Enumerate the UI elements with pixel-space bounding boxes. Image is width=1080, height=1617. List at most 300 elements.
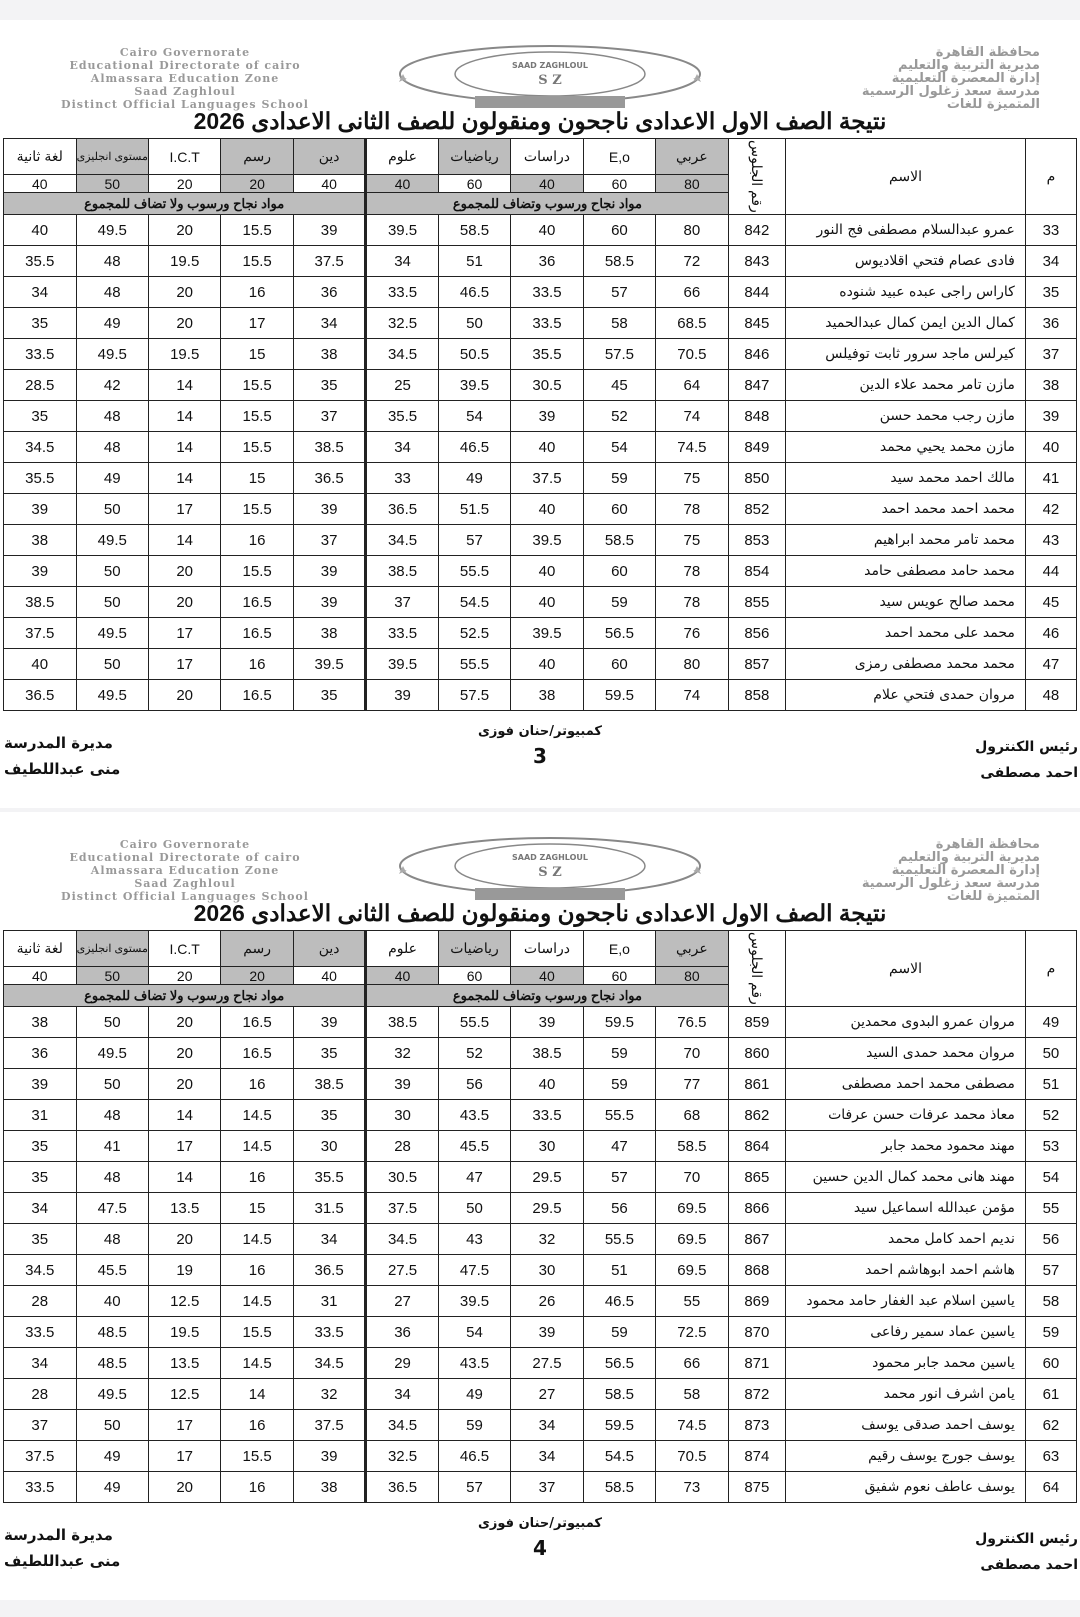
grade-cell: 20 [148, 1069, 220, 1100]
grade-cell: 15.5 [221, 246, 293, 277]
grade-cell: 28.5 [4, 370, 77, 401]
grade-cell: 48 [76, 432, 148, 463]
student-name: ياسين عماد سمير رفاعى [786, 1317, 1026, 1348]
grade-cell: 59.5 [583, 1007, 655, 1038]
grade-cell: 52.5 [438, 618, 510, 649]
grade-cell: 38.5 [511, 1038, 583, 1069]
grade-cell: 39 [293, 556, 365, 587]
grade-cell: 17 [148, 1410, 220, 1441]
grade-cell: 19.5 [148, 339, 220, 370]
grade-cell: 34 [4, 1193, 77, 1224]
column-max-mark: 40 [293, 175, 365, 193]
grade-cell: 51.5 [438, 494, 510, 525]
grade-cell: 51 [583, 1255, 655, 1286]
student-name: يوسف جورج يوسف رقيم [786, 1441, 1026, 1472]
seat-number: 842 [728, 215, 786, 246]
grade-cell: 37 [293, 525, 365, 556]
grade-cell: 29.5 [511, 1193, 583, 1224]
grade-cell: 14 [148, 370, 220, 401]
student-name: ياسين اسلام عبد الغفار حامد محمود [786, 1286, 1026, 1317]
header-en-line: Saad Zaghloul [134, 877, 236, 890]
student-name: مازن محمد يحيي محمد [786, 432, 1026, 463]
table-row [4, 1379, 1077, 1410]
table-row [4, 1472, 1077, 1503]
grade-cell: 72 [656, 246, 728, 277]
grade-cell: 14.5 [221, 1224, 293, 1255]
header-ar-line: محافظة القاهرة [935, 45, 1040, 60]
table-row [4, 1286, 1077, 1317]
grade-cell: 15 [221, 463, 293, 494]
grade-cell: 39 [511, 1007, 583, 1038]
grade-cell: 32.5 [366, 308, 438, 339]
grade-cell: 55.5 [438, 556, 510, 587]
grade-cell: 34.5 [366, 1224, 438, 1255]
seat-number: 864 [728, 1131, 786, 1162]
grade-cell: 35 [4, 401, 77, 432]
grade-cell: 38.5 [366, 1007, 438, 1038]
grade-cell: 33.5 [4, 1472, 77, 1503]
grade-cell: 48.5 [76, 1348, 148, 1379]
grade-cell: 75 [656, 525, 728, 556]
grade-cell: 26 [511, 1286, 583, 1317]
grade-cell: 52 [438, 1038, 510, 1069]
grade-cell: 60 [583, 215, 655, 246]
column-header-subject: رسم [221, 139, 293, 175]
grade-cell: 30 [366, 1100, 438, 1131]
grade-cell: 14 [148, 432, 220, 463]
grade-cell: 50 [438, 1193, 510, 1224]
column-header-subject: عربي [656, 931, 728, 967]
grade-cell: 34 [4, 277, 77, 308]
grade-cell: 20 [148, 556, 220, 587]
grade-cell: 66 [656, 277, 728, 308]
row-number: 59 [1025, 1317, 1076, 1348]
grade-cell: 49 [76, 1441, 148, 1472]
school-logo [385, 44, 715, 110]
grade-cell: 32 [511, 1224, 583, 1255]
seat-number: 861 [728, 1069, 786, 1100]
grade-cell: 58.5 [656, 1131, 728, 1162]
header-arabic [750, 838, 1040, 903]
table-row [4, 587, 1077, 618]
grade-cell: 51 [438, 246, 510, 277]
grade-cell: 30 [511, 1255, 583, 1286]
grade-cell: 14 [221, 1379, 293, 1410]
seat-number: 874 [728, 1441, 786, 1472]
table-row [4, 215, 1077, 246]
grade-cell: 14 [148, 1100, 220, 1131]
seat-number: 848 [728, 401, 786, 432]
logo-text: SAAD ZAGHLOUL [511, 853, 589, 862]
grade-cell: 48 [76, 1162, 148, 1193]
column-max-mark: 40 [4, 967, 77, 985]
grade-cell: 59 [583, 1038, 655, 1069]
grade-cell: 46.5 [438, 432, 510, 463]
header-english [0, 838, 370, 903]
grade-cell: 40 [511, 587, 583, 618]
grade-cell: 35.5 [511, 339, 583, 370]
grade-cell: 27.5 [366, 1255, 438, 1286]
logo-text: SAAD ZAGHLOUL [511, 61, 589, 70]
grade-cell: 33.5 [511, 1100, 583, 1131]
column-header-seat: رقم الجلوس [728, 931, 786, 1007]
table-row [4, 525, 1077, 556]
group-label-not-added: مواد نجاح ورسوب ولا تضاف للمجموع [4, 193, 366, 215]
grade-cell: 74.5 [656, 432, 728, 463]
grade-cell: 40 [76, 1286, 148, 1317]
student-name: محمد احمد محمد احمد [786, 494, 1026, 525]
column-max-mark: 80 [656, 175, 728, 193]
grade-cell: 70.5 [656, 1441, 728, 1472]
seat-number: 870 [728, 1317, 786, 1348]
sheet-title: نتيجة الصف الاول الاعدادى ناجحون ومنقولون للصف الثانى الاعدادى 2026 [193, 108, 887, 134]
grade-cell: 34.5 [366, 525, 438, 556]
column-header-subject: رياضيات [438, 139, 510, 175]
control-head-title: رئيس الكنترول [975, 739, 1078, 755]
grade-cell: 74.5 [656, 1410, 728, 1441]
table-row [4, 246, 1077, 277]
grade-cell: 34 [366, 246, 438, 277]
table-row [4, 1038, 1077, 1069]
grade-cell: 14 [148, 401, 220, 432]
column-max-mark: 20 [221, 175, 293, 193]
student-name: مؤمن عبدالله اسماعيل سيد [786, 1193, 1026, 1224]
table-row [4, 1069, 1077, 1100]
grade-cell: 20 [148, 215, 220, 246]
grade-cell: 29.5 [511, 1162, 583, 1193]
column-max-mark: 20 [148, 175, 220, 193]
header-en-line: Distinct Official Languages School [61, 890, 309, 903]
table-row [4, 494, 1077, 525]
column-header-subject: دين [293, 139, 365, 175]
column-header-subject: دراسات [511, 139, 583, 175]
seat-number: 860 [728, 1038, 786, 1069]
grade-cell: 38.5 [4, 587, 77, 618]
grade-cell: 50 [76, 494, 148, 525]
grade-cell: 14.5 [221, 1286, 293, 1317]
grade-cell: 16.5 [221, 587, 293, 618]
logo-initials: S Z [538, 73, 562, 88]
grade-cell: 34.5 [4, 432, 77, 463]
table-row [4, 277, 1077, 308]
grade-cell: 45.5 [76, 1255, 148, 1286]
grade-cell: 32 [366, 1038, 438, 1069]
grade-cell: 35 [293, 1100, 365, 1131]
grade-cell: 60 [583, 494, 655, 525]
student-name: معاذ محمد عرفات حسن عرفات [786, 1100, 1026, 1131]
grade-cell: 34 [293, 1224, 365, 1255]
column-header-subject: I.C.T [148, 931, 220, 967]
student-name: مصطفى محمد احمد مصطفى [786, 1069, 1026, 1100]
grade-cell: 59 [438, 1410, 510, 1441]
row-number: 39 [1025, 401, 1076, 432]
grade-cell: 74 [656, 401, 728, 432]
seat-number: 844 [728, 277, 786, 308]
grade-cell: 34.5 [293, 1348, 365, 1379]
grade-cell: 12.5 [148, 1286, 220, 1317]
grade-cell: 66 [656, 1348, 728, 1379]
grade-cell: 49.5 [76, 680, 148, 711]
grade-cell: 20 [148, 308, 220, 339]
student-name: مازن رجب محمد حسن [786, 401, 1026, 432]
grade-cell: 43 [438, 1224, 510, 1255]
grade-cell: 33.5 [511, 308, 583, 339]
grade-cell: 39 [4, 556, 77, 587]
table-row [4, 370, 1077, 401]
grade-cell: 39 [4, 494, 77, 525]
grade-cell: 39.5 [366, 649, 438, 680]
header-ar-line: مدرسة سعد زغلول الرسمية [861, 84, 1040, 99]
grade-cell: 39 [366, 680, 438, 711]
header-en-line: Distinct Official Languages School [61, 98, 309, 111]
grade-cell: 17 [148, 1131, 220, 1162]
header-en-line: Educational Directorate of cairo [69, 851, 301, 864]
header-ar-line: إدارة المعصرة التعليمية [891, 71, 1040, 86]
grade-cell: 54 [583, 432, 655, 463]
grade-cell: 38.5 [366, 556, 438, 587]
seat-number: 855 [728, 587, 786, 618]
grade-cell: 16 [221, 525, 293, 556]
grade-cell: 49 [438, 1379, 510, 1410]
grade-cell: 29 [366, 1348, 438, 1379]
column-header-subject: رسم [221, 931, 293, 967]
page-number: 3 [533, 744, 547, 768]
grade-cell: 54.5 [438, 587, 510, 618]
grade-cell: 40 [511, 1069, 583, 1100]
grade-cell: 45.5 [438, 1131, 510, 1162]
grade-cell: 35.5 [293, 1162, 365, 1193]
grade-cell: 20 [148, 587, 220, 618]
grade-cell: 37 [511, 1472, 583, 1503]
header-en-line: Almassara Education Zone [90, 72, 280, 85]
row-number: 47 [1025, 649, 1076, 680]
grade-cell: 34 [366, 1379, 438, 1410]
student-name: محمد على محمد احمد [786, 618, 1026, 649]
table-row [4, 1193, 1077, 1224]
header-en-line: Saad Zaghloul [134, 85, 236, 98]
grade-cell: 15.5 [221, 215, 293, 246]
header-ar-line: مدرسة سعد زغلول الرسمية [861, 876, 1040, 891]
column-header-subject: لغة ثانية [4, 139, 77, 175]
principal-title: مديرة المدرسة [4, 1526, 113, 1544]
grade-cell: 77 [656, 1069, 728, 1100]
sheet-footer [0, 720, 1080, 800]
column-max-mark: 40 [4, 175, 77, 193]
table-row [4, 1348, 1077, 1379]
sheet-footer [0, 1512, 1080, 1592]
page-number: 4 [533, 1536, 547, 1560]
grade-cell: 40 [511, 556, 583, 587]
student-name: محمد محمد مصطفى رمزى [786, 649, 1026, 680]
computer-operator: كمبيوتر/حنان فوزى [478, 724, 602, 739]
grade-cell: 16 [221, 649, 293, 680]
grade-cell: 56 [438, 1069, 510, 1100]
header-arabic [750, 46, 1040, 111]
seat-number: 868 [728, 1255, 786, 1286]
grade-cell: 31 [4, 1100, 77, 1131]
grade-cell: 50.5 [438, 339, 510, 370]
grade-cell: 47.5 [76, 1193, 148, 1224]
grade-cell: 46.5 [438, 277, 510, 308]
seat-number: 845 [728, 308, 786, 339]
grade-cell: 38 [4, 525, 77, 556]
grade-cell: 47 [438, 1162, 510, 1193]
grade-cell: 16 [221, 1069, 293, 1100]
grade-cell: 36 [511, 246, 583, 277]
row-number: 33 [1025, 215, 1076, 246]
grade-cell: 17 [148, 1441, 220, 1472]
grade-cell: 58.5 [583, 525, 655, 556]
grade-cell: 16 [221, 1472, 293, 1503]
grade-cell: 37.5 [4, 618, 77, 649]
row-number: 46 [1025, 618, 1076, 649]
sheet-title: نتيجة الصف الاول الاعدادى ناجحون ومنقولون للصف الثانى الاعدادى 2026 [193, 900, 887, 926]
seat-number: 847 [728, 370, 786, 401]
grade-cell: 39 [293, 494, 365, 525]
grade-cell: 52 [583, 401, 655, 432]
grade-cell: 37 [293, 401, 365, 432]
row-number: 49 [1025, 1007, 1076, 1038]
grade-cell: 57.5 [438, 680, 510, 711]
grade-cell: 15.5 [221, 556, 293, 587]
row-number: 51 [1025, 1069, 1076, 1100]
grade-cell: 55.5 [438, 1007, 510, 1038]
grade-cell: 36 [366, 1317, 438, 1348]
table-row [4, 1441, 1077, 1472]
column-max-mark: 20 [148, 967, 220, 985]
grade-cell: 70 [656, 1162, 728, 1193]
grade-cell: 49 [76, 308, 148, 339]
column-max-mark: 40 [366, 967, 438, 985]
grade-cell: 57.5 [583, 339, 655, 370]
grade-cell: 50 [76, 556, 148, 587]
grade-cell: 15 [221, 339, 293, 370]
student-name: كيرلس ماجد سرور ثابت توفيلس [786, 339, 1026, 370]
grade-cell: 58.5 [583, 1379, 655, 1410]
grade-cell: 50 [76, 1410, 148, 1441]
column-max-mark: 40 [293, 967, 365, 985]
grade-cell: 36.5 [293, 463, 365, 494]
grade-cell: 34 [511, 1441, 583, 1472]
row-number: 63 [1025, 1441, 1076, 1472]
grade-cell: 43.5 [438, 1100, 510, 1131]
grade-cell: 48 [76, 277, 148, 308]
grade-cell: 15.5 [221, 1441, 293, 1472]
row-number: 34 [1025, 246, 1076, 277]
seat-number: 843 [728, 246, 786, 277]
grade-cell: 80 [656, 215, 728, 246]
student-name: كمال الدين ايمن كمال عبدالحميد [786, 308, 1026, 339]
column-header-subject: دين [293, 931, 365, 967]
grade-cell: 76 [656, 618, 728, 649]
column-header-subject: E,o [583, 931, 655, 967]
table-row [4, 1255, 1077, 1286]
grade-cell: 48 [76, 401, 148, 432]
header-en-line: Almassara Education Zone [90, 864, 280, 877]
grade-cell: 49 [438, 463, 510, 494]
grade-cell: 48.5 [76, 1317, 148, 1348]
grade-cell: 41 [76, 1131, 148, 1162]
grade-cell: 50 [76, 587, 148, 618]
grade-cell: 14 [148, 1162, 220, 1193]
computer-operator: كمبيوتر/حنان فوزى [478, 1516, 602, 1531]
grade-cell: 36.5 [366, 1472, 438, 1503]
column-max-mark: 60 [583, 967, 655, 985]
grade-cell: 59 [583, 1317, 655, 1348]
results-table [3, 138, 1077, 711]
grade-cell: 49 [76, 1472, 148, 1503]
header-en-line: Cairo Governorate [119, 46, 251, 59]
grade-cell: 15.5 [221, 370, 293, 401]
table-row [4, 680, 1077, 711]
grade-cell: 50 [76, 1069, 148, 1100]
principal-signature [4, 730, 120, 782]
grade-cell: 28 [4, 1379, 77, 1410]
group-label-added: مواد نجاح ورسوب وتضاف للمجموع [366, 193, 728, 215]
grade-cell: 34 [511, 1410, 583, 1441]
logo-initials: S Z [538, 865, 562, 880]
grade-cell: 15 [221, 1193, 293, 1224]
grade-cell: 73 [656, 1472, 728, 1503]
column-header-subject: مستوى انجليزى [76, 139, 148, 175]
grade-cell: 55.5 [583, 1100, 655, 1131]
row-number: 36 [1025, 308, 1076, 339]
student-name: مازن تامر محمد علاء الدين [786, 370, 1026, 401]
row-number: 53 [1025, 1131, 1076, 1162]
column-max-mark: 50 [76, 967, 148, 985]
grade-cell: 75 [656, 463, 728, 494]
grade-cell: 19.5 [148, 1317, 220, 1348]
grade-cell: 31.5 [293, 1193, 365, 1224]
header-ar-line: محافظة القاهرة [935, 837, 1040, 852]
grade-cell: 27 [366, 1286, 438, 1317]
column-header-subject: علوم [366, 931, 438, 967]
grade-cell: 76.5 [656, 1007, 728, 1038]
grade-cell: 58.5 [583, 1472, 655, 1503]
table-row [4, 1100, 1077, 1131]
column-max-mark: 60 [438, 175, 510, 193]
grade-cell: 39 [511, 1317, 583, 1348]
grade-cell: 46.5 [583, 1286, 655, 1317]
principal-title: مديرة المدرسة [4, 734, 113, 752]
grade-cell: 37.5 [511, 463, 583, 494]
grade-cell: 60 [583, 649, 655, 680]
principal-name: منى عبداللطيف [4, 760, 121, 778]
row-number: 43 [1025, 525, 1076, 556]
table-row [4, 618, 1077, 649]
grade-cell: 25 [366, 370, 438, 401]
seat-number: 853 [728, 525, 786, 556]
grade-cell: 19.5 [148, 246, 220, 277]
grade-cell: 17 [148, 494, 220, 525]
grade-cell: 39.5 [293, 649, 365, 680]
student-name: مهند محمود محمد جابر [786, 1131, 1026, 1162]
grade-cell: 36.5 [366, 494, 438, 525]
row-number: 62 [1025, 1410, 1076, 1441]
grade-cell: 20 [148, 1472, 220, 1503]
grade-cell: 56.5 [583, 618, 655, 649]
column-header-name: الاسم [786, 931, 1026, 1007]
grade-cell: 39 [4, 1069, 77, 1100]
student-name: مروان حمدى فتحي علام [786, 680, 1026, 711]
grade-cell: 45 [583, 370, 655, 401]
grade-cell: 35 [293, 1038, 365, 1069]
grade-cell: 31 [293, 1286, 365, 1317]
table-row [4, 432, 1077, 463]
grade-cell: 40 [511, 432, 583, 463]
column-header-subject: لغة ثانية [4, 931, 77, 967]
grade-cell: 27.5 [511, 1348, 583, 1379]
